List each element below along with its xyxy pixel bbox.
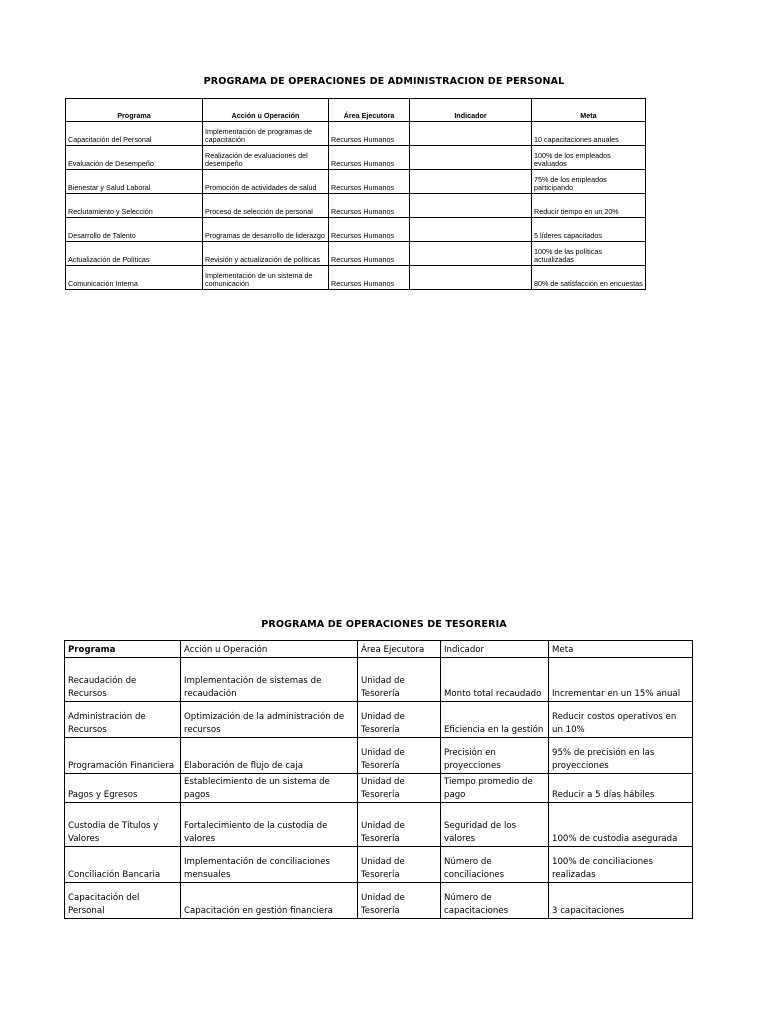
cell-programa: Conciliación Bancaria bbox=[65, 847, 181, 883]
cell-meta: 80% de satisfacción en encuestas bbox=[532, 266, 646, 290]
table-row bbox=[66, 218, 646, 242]
cell-area: Unidad de Tesorería bbox=[358, 847, 441, 883]
cell-area: Unidad de Tesorería bbox=[358, 738, 441, 774]
cell-meta: Reducir tiempo en un 20% bbox=[532, 194, 646, 218]
cell-programa: Custodia de Títulos y Valores bbox=[65, 803, 181, 847]
cell-meta: 75% de los empleados participando bbox=[532, 170, 646, 194]
cell-programa: Comunicación Interna bbox=[66, 266, 203, 290]
table-header-row bbox=[65, 641, 693, 658]
cell-accion: Programas de desarrollo de liderazgo bbox=[203, 218, 329, 242]
tesoreria-operations-table bbox=[64, 640, 693, 919]
header-accion: Acción u Operación bbox=[181, 641, 358, 658]
cell-accion: Proceso de selección de personal bbox=[203, 194, 329, 218]
cell-accion: Establecimiento de un sistema de pagos bbox=[181, 774, 358, 803]
table-row bbox=[65, 702, 693, 738]
header-meta: Meta bbox=[549, 641, 693, 658]
cell-programa: Capacitación del Personal bbox=[65, 883, 181, 919]
cell-area: Unidad de Tesorería bbox=[358, 774, 441, 803]
cell-accion: Fortalecimiento de la custodia de valores bbox=[181, 803, 358, 847]
table-row bbox=[66, 146, 646, 170]
cell-area: Unidad de Tesorería bbox=[358, 702, 441, 738]
table-row bbox=[65, 658, 693, 702]
cell-indicador bbox=[410, 242, 532, 266]
cell-indicador bbox=[410, 170, 532, 194]
cell-accion: Implementación de un sistema de comunicación bbox=[203, 266, 329, 290]
header-accion: Acción u Operación bbox=[203, 99, 329, 122]
header-indicador: Indicador bbox=[441, 641, 549, 658]
cell-programa: Evaluación de Desempeño bbox=[66, 146, 203, 170]
cell-meta: 100% de conciliaciones realizadas bbox=[549, 847, 693, 883]
table-row bbox=[66, 122, 646, 146]
cell-programa: Capacitación del Personal bbox=[66, 122, 203, 146]
cell-meta: 100% de las políticas actualizadas bbox=[532, 242, 646, 266]
cell-accion: Revisión y actualización de políticas bbox=[203, 242, 329, 266]
table-row bbox=[66, 242, 646, 266]
cell-meta: 100% de los empleados evaluados bbox=[532, 146, 646, 170]
cell-area: Unidad de Tesorería bbox=[358, 803, 441, 847]
cell-programa: Bienestar y Salud Laboral bbox=[66, 170, 203, 194]
cell-accion: Promoción de actividades de salud bbox=[203, 170, 329, 194]
header-area: Área Ejecutora bbox=[329, 99, 410, 122]
cell-meta: Reducir a 5 días hábiles bbox=[549, 774, 693, 803]
table-row bbox=[65, 774, 693, 803]
cell-area: Recursos Humanos bbox=[329, 170, 410, 194]
cell-area: Recursos Humanos bbox=[329, 194, 410, 218]
table-row bbox=[65, 738, 693, 774]
cell-meta: 10 capacitaciones anuales bbox=[532, 122, 646, 146]
tesoreria-table-title: PROGRAMA DE OPERACIONES DE TESORERIA bbox=[261, 619, 507, 630]
cell-accion: Realización de evaluaciones del desempeño bbox=[203, 146, 329, 170]
cell-accion: Elaboración de flujo de caja bbox=[181, 738, 358, 774]
cell-indicador bbox=[410, 266, 532, 290]
personal-table-title: PROGRAMA DE OPERACIONES DE ADMINISTRACION DE PERSONAL bbox=[203, 76, 565, 87]
cell-indicador: Monto total recaudado bbox=[441, 658, 549, 702]
cell-programa: Administración de Recursos bbox=[65, 702, 181, 738]
cell-indicador bbox=[410, 122, 532, 146]
cell-accion: Implementación de sistemas de recaudación bbox=[181, 658, 358, 702]
cell-accion: Capacitación en gestión financiera bbox=[181, 883, 358, 919]
cell-accion: Optimización de la administración de recursos bbox=[181, 702, 358, 738]
cell-meta: 5 líderes capacitados bbox=[532, 218, 646, 242]
cell-programa: Desarrollo de Talento bbox=[66, 218, 203, 242]
cell-indicador bbox=[410, 218, 532, 242]
header-area: Área Ejecutora bbox=[358, 641, 441, 658]
cell-area: Recursos Humanos bbox=[329, 146, 410, 170]
cell-programa: Pagos y Egresos bbox=[65, 774, 181, 803]
cell-area: Unidad de Tesorería bbox=[358, 658, 441, 702]
cell-programa: Reclutamiento y Selección bbox=[66, 194, 203, 218]
header-meta: Meta bbox=[532, 99, 646, 122]
cell-meta: 95% de precisión en las proyecciones bbox=[549, 738, 693, 774]
table-row bbox=[65, 803, 693, 847]
cell-meta: 100% de custodia asegurada bbox=[549, 803, 693, 847]
table-row bbox=[66, 266, 646, 290]
cell-area: Unidad de Tesorería bbox=[358, 883, 441, 919]
table-row bbox=[65, 883, 693, 919]
cell-meta: Incrementar en un 15% anual bbox=[549, 658, 693, 702]
cell-indicador: Número de capacitaciones bbox=[441, 883, 549, 919]
cell-programa: Recaudación de Recursos bbox=[65, 658, 181, 702]
table-row bbox=[66, 194, 646, 218]
cell-area: Recursos Humanos bbox=[329, 266, 410, 290]
cell-programa: Programación Financiera bbox=[65, 738, 181, 774]
cell-programa: Actualización de Políticas bbox=[66, 242, 203, 266]
personal-operations-table bbox=[65, 98, 646, 290]
cell-indicador: Número de conciliaciones bbox=[441, 847, 549, 883]
cell-meta: Reducir costos operativos en un 10% bbox=[549, 702, 693, 738]
cell-indicador: Eficiencia en la gestión bbox=[441, 702, 549, 738]
cell-meta: 3 capacitaciones bbox=[549, 883, 693, 919]
cell-area: Recursos Humanos bbox=[329, 218, 410, 242]
cell-indicador: Precisión en proyecciones bbox=[441, 738, 549, 774]
cell-accion: Implementación de conciliaciones mensuales bbox=[181, 847, 358, 883]
cell-indicador: Tiempo promedio de pago bbox=[441, 774, 549, 803]
cell-area: Recursos Humanos bbox=[329, 242, 410, 266]
header-programa: Programa bbox=[66, 99, 203, 122]
header-indicador: Indicador bbox=[410, 99, 532, 122]
cell-area: Recursos Humanos bbox=[329, 122, 410, 146]
cell-accion: Implementación de programas de capacitación bbox=[203, 122, 329, 146]
cell-indicador: Seguridad de los valores bbox=[441, 803, 549, 847]
table-header-row bbox=[66, 99, 646, 122]
cell-indicador bbox=[410, 146, 532, 170]
table-row bbox=[65, 847, 693, 883]
cell-indicador bbox=[410, 194, 532, 218]
table-row bbox=[66, 170, 646, 194]
header-programa: Programa bbox=[65, 641, 181, 658]
